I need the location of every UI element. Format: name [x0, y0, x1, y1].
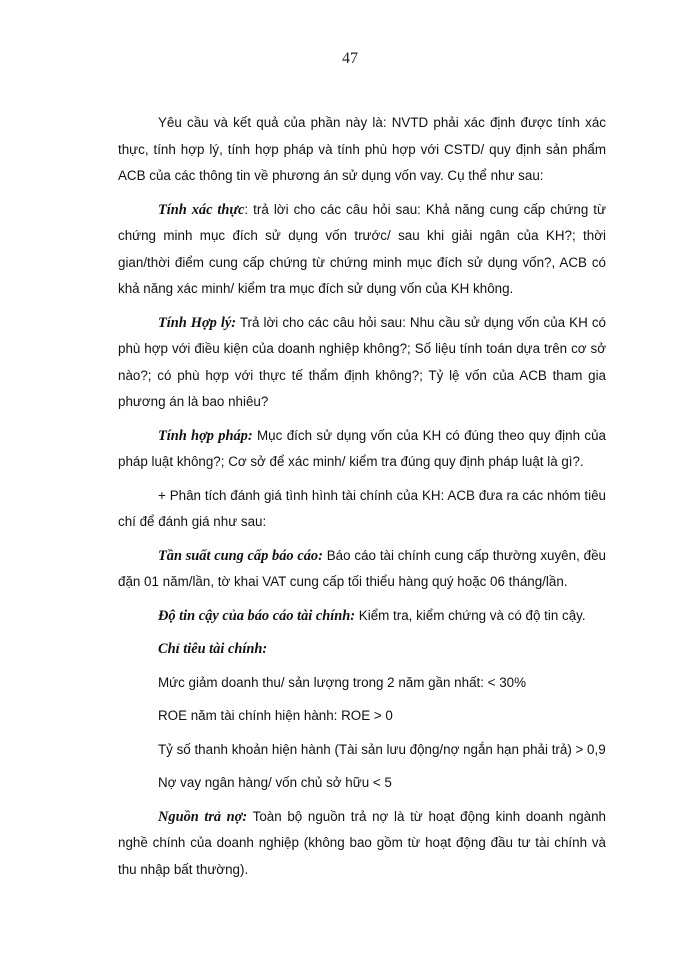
criterion-line	[118, 703, 606, 730]
term-heading: Độ tin cậy của báo cáo tài chính:	[158, 607, 356, 624]
paragraph-text: ROE năm tài chính hiện hành: ROE > 0	[158, 708, 393, 723]
paragraph-text: + Phân tích đánh giá tình hình tài chính của KH: ACB đưa ra các nhóm tiêu chí để đánh giá như sau:	[118, 487, 606, 529]
paragraph-text: Trả lời cho các câu hỏi sau: Nhu cầu sử dụng vốn của KH có phù hợp với điều kiện của doanh nghiệp không?; Số liệu tính toán dựa trên cơ sở nào?; có phù hợp với thực tế thẩm định không?; Tỷ lệ vốn của ACB tham gia phương án là bao nhiêu?	[118, 314, 606, 409]
paragraph-nguon-tra-no	[118, 804, 606, 884]
term-heading: Tần suất cung cấp báo cáo:	[158, 547, 323, 564]
paragraph-text: Nợ vay ngân hàng/ vốn chủ sở hữu < 5	[158, 775, 392, 790]
paragraph-tinh-hop-phap	[118, 423, 606, 476]
page-number: 47	[342, 50, 358, 67]
paragraph-text: Yêu cầu và kết quả của phần này là: NVTD phải xác định được tính xác thực, tính hợp lý, tính hợp pháp và tính phù hợp với CSTD/ quy định sản phẩm ACB của các thông tin về phương án sử dụng vốn vay. Cụ thể như sau:	[118, 115, 606, 183]
paragraph-text: Kiểm tra, kiểm chứng và có độ tin cậy.	[355, 607, 586, 623]
criterion-line	[118, 670, 606, 697]
criterion-line	[118, 737, 606, 764]
term-heading: Tính Hợp lý:	[158, 314, 236, 331]
term-heading: Nguồn trả nợ:	[158, 808, 248, 825]
document-body	[118, 110, 606, 890]
paragraph-text: Tỷ số thanh khoản hiện hành (Tài sản lưu động/nợ ngắn hạn phải trả) > 0,9	[158, 741, 606, 757]
paragraph-tinh-hop-ly	[118, 310, 606, 416]
criterion-line	[118, 770, 606, 797]
term-heading: Tính hợp pháp:	[158, 427, 253, 444]
term-heading: Tính xác thực	[158, 201, 245, 218]
paragraph-tan-suat	[118, 543, 606, 596]
paragraph-chi-tieu-heading	[118, 636, 606, 663]
paragraph-do-tin-cay	[118, 603, 606, 630]
paragraph-tinh-xac-thuc	[118, 197, 606, 303]
paragraph-phan-tich-tai-chinh	[118, 483, 606, 536]
paragraph-text: : trả lời cho các câu hỏi sau: Khả năng cung cấp chứng từ chứng minh mục đích sử dụng vốn trước/ sau khi giải ngân của KH?; thời gian/thời điểm cung cấp chứng từ chứng minh mục đích sử dụng vốn?, ACB có khả năng xác minh/ kiểm tra mục đích sử dụng vốn của KH không.	[118, 201, 606, 296]
paragraph-text: Mức giảm doanh thu/ sản lượng trong 2 năm gần nhất: < 30%	[158, 674, 527, 690]
paragraph-intro	[118, 110, 606, 190]
term-heading: Chỉ tiêu tài chính:	[158, 641, 268, 657]
paragraph-text: Mục đích sử dụng vốn của KH có đúng theo quy định của pháp luật không?; Cơ sở để xác minh/ kiểm tra đúng quy định pháp luật là gì?.	[118, 427, 606, 469]
paragraph-text: Toàn bộ nguồn trả nợ là từ hoạt động kinh doanh ngành nghề chính của doanh nghiệp (không bao gồm từ hoạt động đầu tư tài chính và thu nhập bất thường).	[118, 808, 607, 877]
paragraph-text: Báo cáo tài chính cung cấp thường xuyên, đều đặn 01 năm/lần, tờ khai VAT cung cấp tối thiểu hàng quý hoặc 06 tháng/lần.	[118, 547, 606, 589]
